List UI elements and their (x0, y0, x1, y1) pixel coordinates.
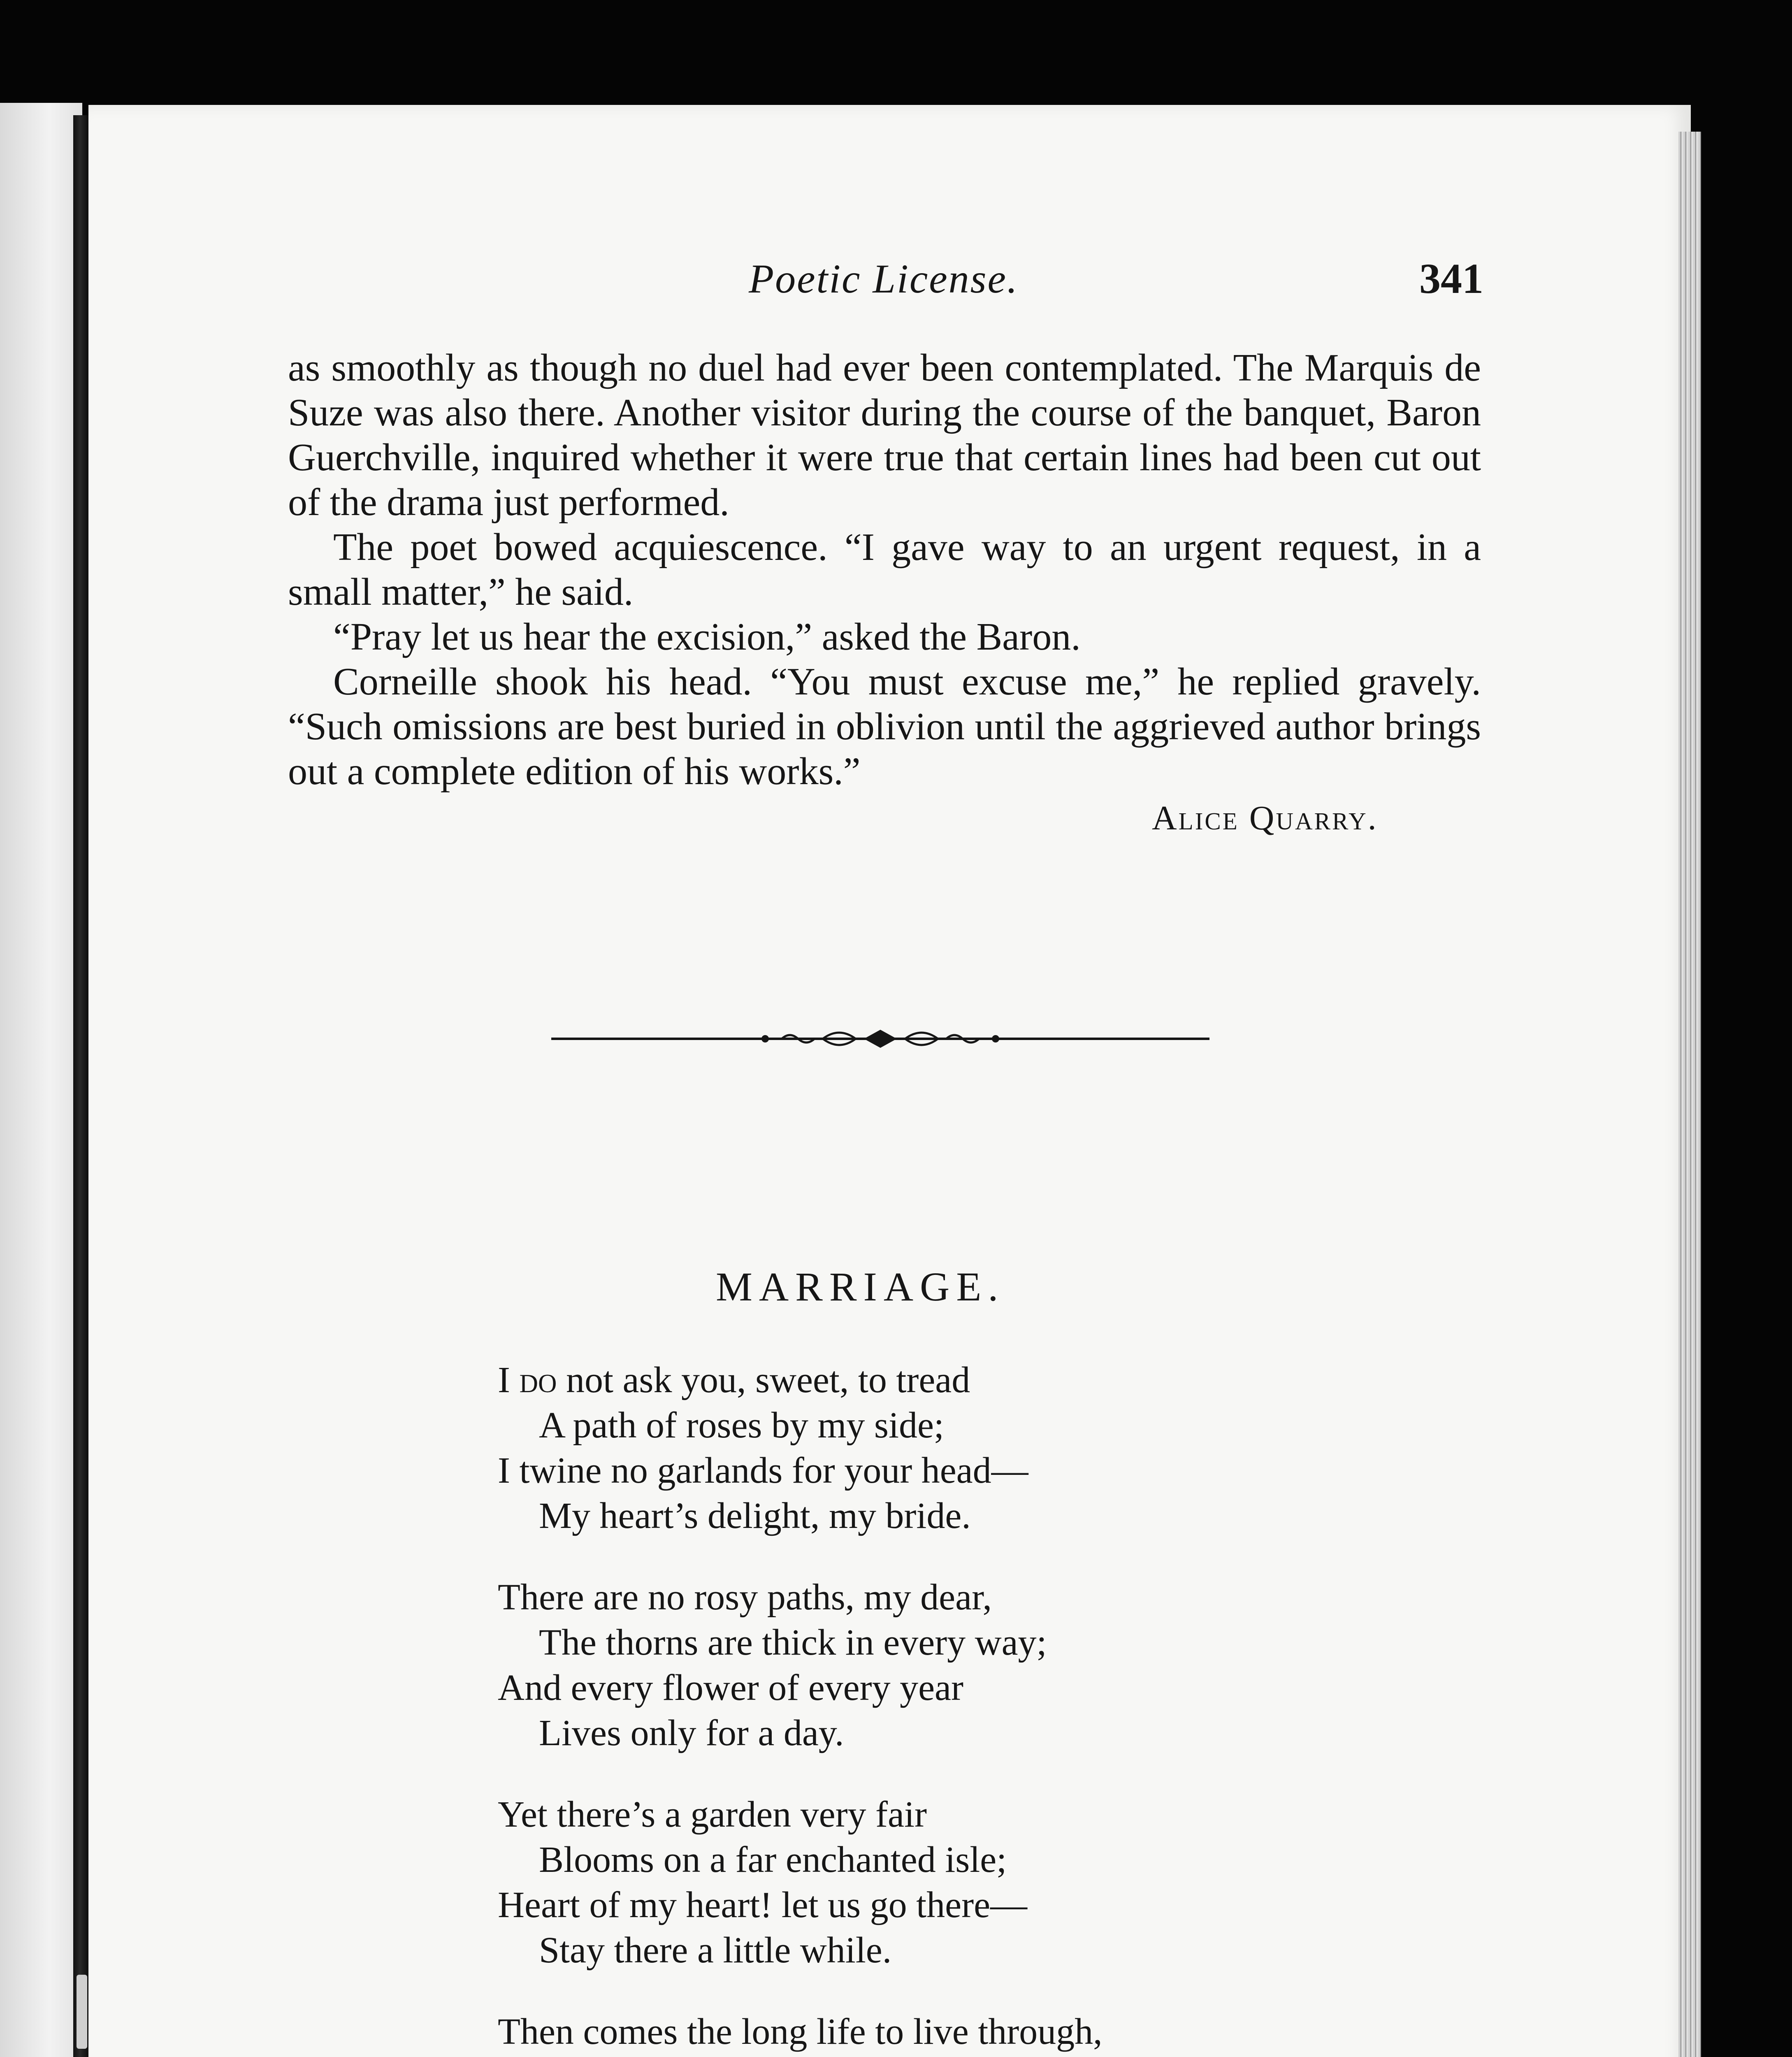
poem-line: Blooms on a far enchanted isle; (539, 1839, 1007, 1880)
stanza (498, 2009, 1103, 2057)
first-line-rest: not ask you, sweet, to tread (557, 1360, 970, 1400)
stanza (498, 1792, 1103, 1973)
poem (498, 1358, 1103, 2057)
poem-title: MARRIAGE. (716, 1264, 1005, 1309)
prose-paragraph: “Pray let us hear the excision,” asked the Baron. (333, 615, 1081, 658)
page-number: 341 (1419, 255, 1483, 302)
prose-paragraph: as smoothly as though no duel had ever been contemplated. The Marquis de Suze was also there. Another visitor during the course of the banquet, Baron Guerchville, inquired whether it were true that certain lines had been cut out of the drama just performed. (288, 346, 1481, 524)
poem-line (498, 2055, 1103, 2057)
poem-line: Then comes the long life to live through, (498, 2011, 1103, 2052)
left-page-edge (0, 103, 82, 2057)
stanza (498, 1575, 1103, 1756)
binding-thread (77, 1975, 87, 2049)
first-word: do (519, 1360, 557, 1400)
stanza (498, 1358, 1103, 1539)
poem-line: I twine no garlands for your head— (498, 1450, 1028, 1491)
poem-line: Stay there a little while. (539, 1930, 892, 1971)
prose-block (288, 346, 1481, 794)
poem-line: Lives only for a day. (539, 1713, 844, 1753)
poem-line: A path of roses by my side; (539, 1405, 944, 1446)
running-title: Poetic License. (749, 256, 1019, 302)
ornament-divider (551, 1022, 1209, 1055)
poem-line: And every flower of every year (498, 1667, 963, 1708)
book-spine (73, 115, 90, 2057)
prose-paragraph: Corneille shook his head. “You must excuse me,” he replied gravely. “Such omissions are best buried in oblivion until the aggrieved author brings out a complete edition of his works.” (288, 660, 1481, 793)
poem-line: There are no rosy paths, my dear, (498, 1577, 992, 1618)
drop-letter: I (498, 1360, 510, 1400)
prose-author-signature: Alice Quarry. (1152, 799, 1378, 837)
page-edges (1678, 132, 1701, 2057)
poem-line: The thorns are thick in every way; (539, 1622, 1047, 1663)
poem-line: My heart’s delight, my bride. (539, 1495, 971, 1536)
prose-paragraph: The poet bowed acquiescence. “I gave way to an urgent request, in a small matter,” he said. (288, 526, 1481, 613)
poem-line: Heart of my heart! let us go there— (498, 1885, 1028, 1925)
poem-line: Yet there’s a garden very fair (498, 1794, 927, 1835)
poem-line (498, 1358, 1103, 1403)
